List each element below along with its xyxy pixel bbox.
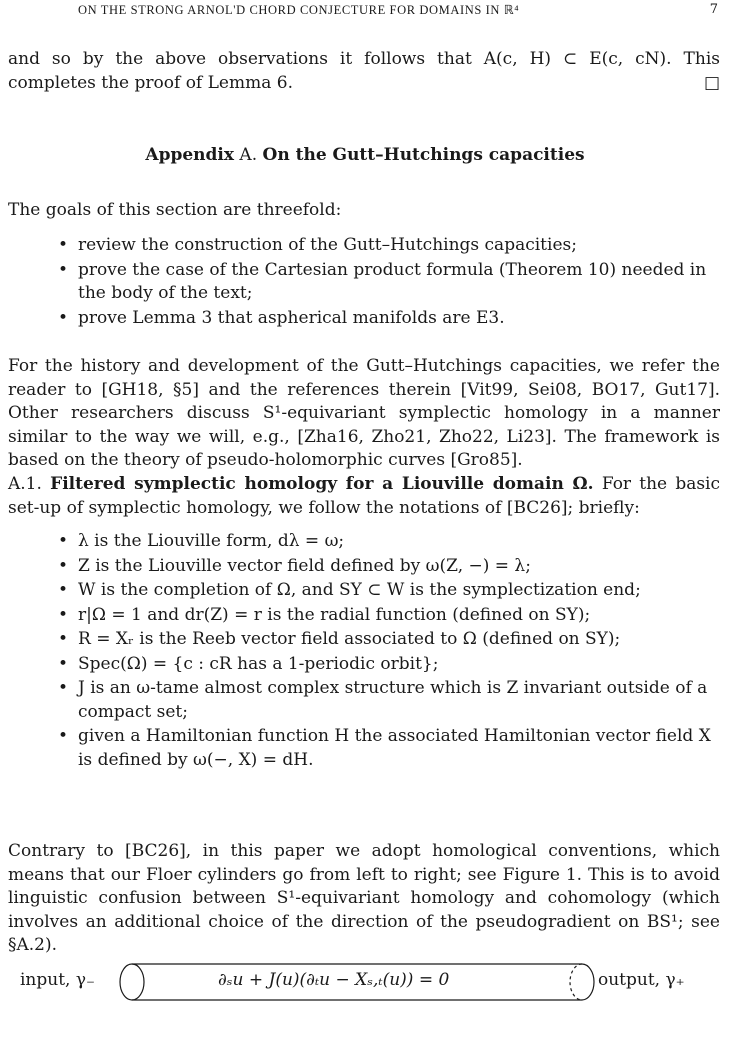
right-cylinder-back	[570, 964, 582, 1000]
list-item: • r|Ω = 1 and dr(Z) = r is the radial function (defined on SY);	[54, 604, 720, 628]
appendix-prefix: Appendix	[145, 145, 235, 165]
appendix-title: On the Gutt–Hutchings capacities	[262, 145, 585, 165]
appendix-heading	[0, 145, 730, 165]
subsection-title: Filtered symplectic homology for a Liouville domain Ω.	[50, 474, 594, 494]
input-label: input, γ₋	[20, 970, 95, 990]
list-item: • review the construction of the Gutt–Hutchings capacities;	[54, 234, 720, 258]
setup-list	[54, 530, 720, 773]
list-item: • prove the case of the Cartesian product formula (Theorem 10) needed in the body of the text;	[54, 259, 720, 306]
subsection-paragraph	[8, 473, 720, 520]
output-label: output, γ₊	[598, 970, 685, 990]
goals-intro: The goals of this section are threefold:	[8, 200, 342, 220]
qed-symbol: □	[703, 72, 720, 93]
appendix-letter: A.	[239, 145, 258, 165]
intro-text: and so by the above observations it follows that A(c, H) ⊂ E(c, cN). This completes the proof of Lemma 6.	[8, 49, 720, 93]
goals-list	[54, 234, 720, 331]
running-header	[0, 2, 730, 24]
left-cylinder-end	[120, 964, 144, 1000]
list-item: • J is an ω-tame almost complex structure which is Z invariant outside of a compact set;	[54, 677, 720, 724]
floer-equation: ∂ₛu + J(u)(∂ₜu − Xₛ,ₜ(u)) = 0	[218, 970, 450, 990]
running-title: ON THE STRONG ARNOL'D CHORD CONJECTURE FOR DOMAINS IN ℝ⁴	[78, 3, 520, 17]
list-item: • λ is the Liouville form, dλ = ω;	[54, 530, 720, 554]
list-item: • R = Xᵣ is the Reeb vector field associated to Ω (defined on SY);	[54, 628, 720, 652]
right-cylinder-front	[582, 964, 594, 1000]
history-paragraph: For the history and development of the Gutt–Hutchings capacities, we refer the reader to [GH18, §5] and the references therein [Vit99, Sei08, BO17, Gut17]. Other researchers discuss S¹-equivariant symplectic homology in a manner similar to the way we will, e.g., [Zha16, Zho21, Zho22, Li23]. The framework is based on the theory of pseudo-holomorphic curves [Gro85].	[8, 356, 720, 470]
page-number: 7	[709, 2, 718, 17]
contrary-paragraph: Contrary to [BC26], in this paper we adopt homological conventions, which means that our Floer cylinders go from left to right; see Figure 1. This is to avoid linguistic confusion between S¹-equivariant homology and cohomology (which involves an additional choice of the direction of the pseudogradient on BS¹; see §A.2).	[8, 841, 720, 955]
subsection-text: For the basic set-up of symplectic homology, we follow the notations of [BC26]; briefly:	[8, 474, 721, 518]
intro-paragraph	[8, 48, 720, 95]
list-item: • given a Hamiltonian function H the associated Hamiltonian vector field X is defined by ω(−, X) = dH.	[54, 725, 720, 772]
list-item: • Z is the Liouville vector field defined by ω(Z, −) = λ;	[54, 555, 720, 579]
subsection-number: A.1.	[8, 474, 42, 494]
floer-cylinder-figure	[0, 958, 730, 1038]
list-item: • Spec(Ω) = {c : cR has a 1-periodic orbit};	[54, 653, 720, 677]
list-item: • W is the completion of Ω, and SY ⊂ W is the symplectization end;	[54, 579, 720, 603]
list-item: • prove Lemma 3 that aspherical manifolds are E3.	[54, 307, 720, 331]
